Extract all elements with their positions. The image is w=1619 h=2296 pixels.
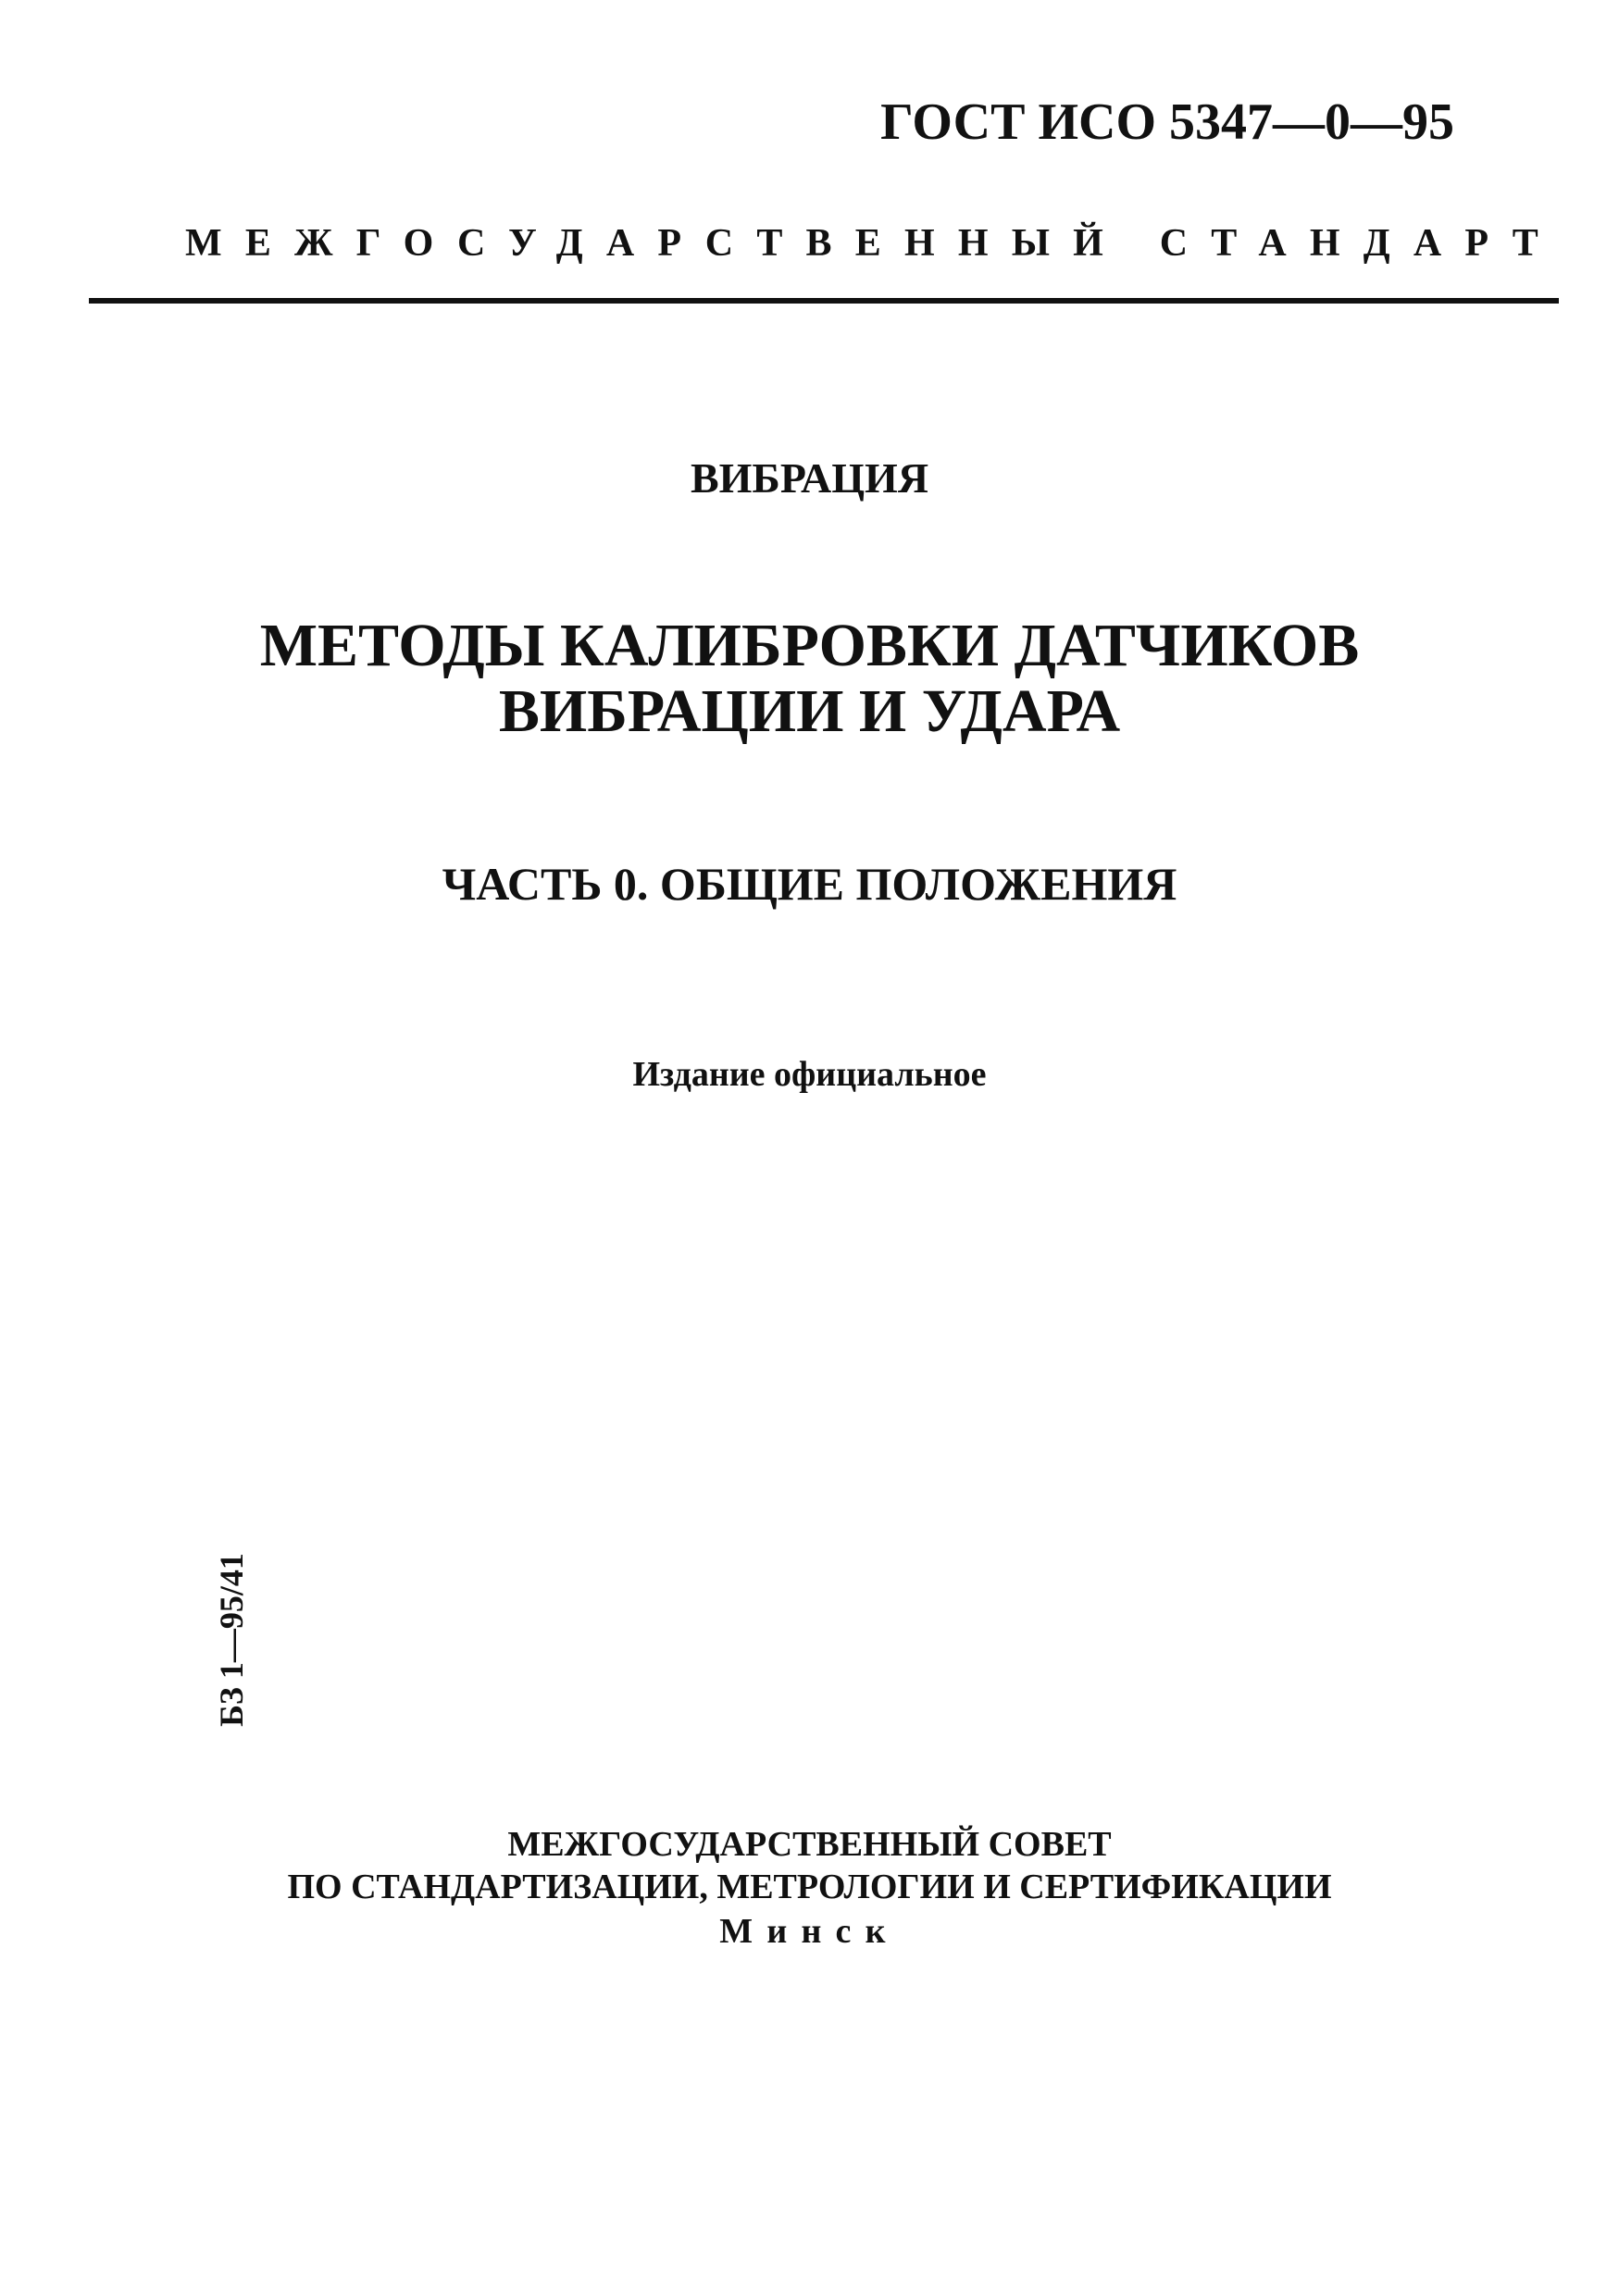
part-heading: ЧАСТЬ 0. ОБЩИЕ ПОЛОЖЕНИЯ	[442, 858, 1177, 910]
side-code: БЗ 1—95/41	[213, 1553, 250, 1727]
publisher-city: Минск	[719, 1912, 900, 1951]
edition-label: Издание официальное	[632, 1055, 987, 1094]
publisher-block	[0, 1823, 1619, 1909]
standard-type-heading: МЕЖГОСУДАРСТВЕННЫЙ СТАНДАРТ	[185, 222, 1562, 265]
publisher-line-2: ПО СТАНДАРТИЗАЦИИ, МЕТРОЛОГИИ И СЕРТИФИКАЦИИ	[287, 1868, 1332, 1907]
document-code: ГОСТ ИСО 5347—0—95	[880, 93, 1454, 151]
document-title-line-1: МЕТОДЫ КАЛИБРОВКИ ДАТЧИКОВ	[259, 612, 1360, 679]
header-divider	[89, 298, 1559, 304]
topic-heading: ВИБРАЦИЯ	[690, 454, 929, 502]
document-title-line-2: ВИБРАЦИИ И УДАРА	[498, 677, 1121, 746]
publisher-line-1: МЕЖГОСУДАРСТВЕННЫЙ СОВЕТ	[507, 1825, 1112, 1864]
document-title	[0, 613, 1619, 745]
